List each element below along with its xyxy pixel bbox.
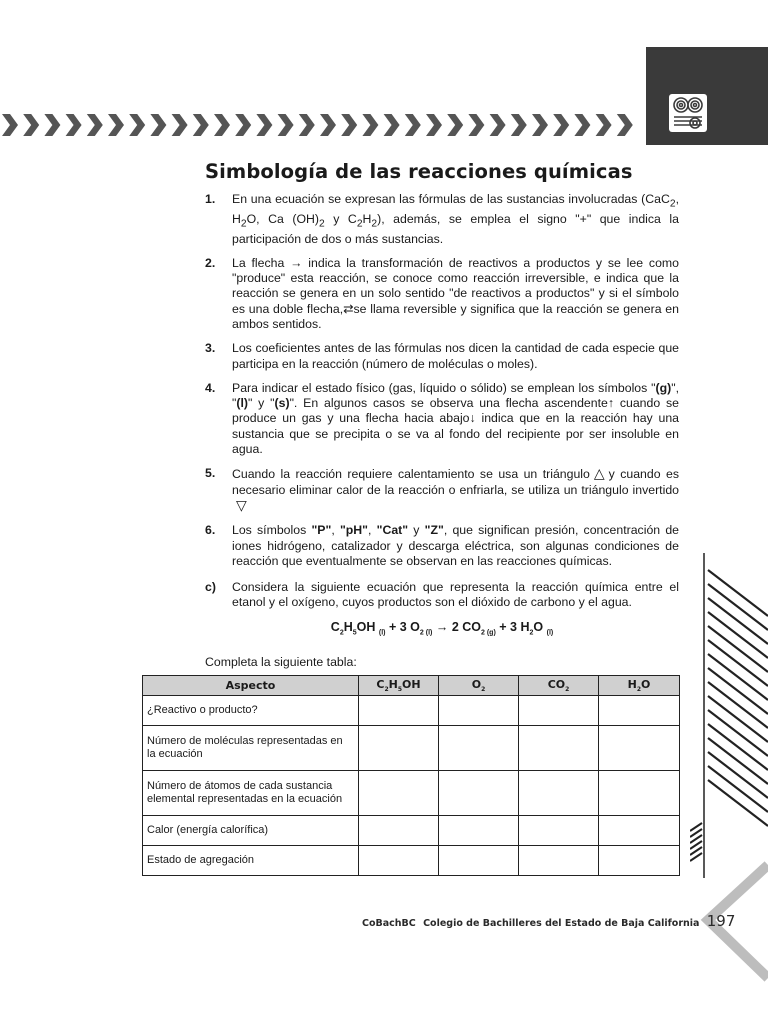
answer-cell[interactable]	[359, 816, 439, 846]
table-row	[143, 696, 680, 726]
stripe-line	[708, 626, 768, 672]
answer-cell[interactable]	[439, 771, 519, 816]
footer-brand: CoBachBC	[362, 918, 416, 929]
row-label: Número de moléculas representadas en la ecuación	[143, 726, 359, 771]
chevron-shape	[23, 114, 39, 136]
chevron-shape	[384, 114, 400, 136]
list-item	[205, 192, 679, 247]
chemical-equation: $C_2H_5OH$ $_{(l)}$ + 3 $O_2$ $_{(l)}$ → 2 $CO_{2 (g)} + 3$ $H_2O$ $_{(l)}$	[330, 620, 554, 637]
list-item	[205, 523, 679, 569]
header-c2h5oh: $C_2H_5OH$	[359, 676, 439, 696]
item-number: 3.	[205, 341, 216, 356]
item-text: Los símbolos "P", "pH", "Cat" y "Z", que significan presión, concentración de iones hidrógeno, catalizador y descarga eléctrica, son algunas condiciones de reacción que eventualmente se observan en las reacciones químicas.	[232, 523, 679, 568]
triangle-down-icon: ▽	[236, 496, 247, 513]
chevron-shape	[278, 114, 294, 136]
stripe-line	[708, 640, 768, 686]
answer-cell[interactable]	[519, 816, 599, 846]
item-text: Cuando la reacción requiere calentamiento se usa un triángulo △ y cuando es necesario eliminar calor de la reacción o enfriarla, se utiliza un triángulo invertido▽	[232, 465, 679, 513]
chevron-shape	[299, 114, 315, 136]
chevron-shape	[87, 114, 103, 136]
answer-cell[interactable]	[359, 696, 439, 726]
chevron-shape	[214, 114, 230, 136]
list-item	[205, 466, 679, 514]
item-number: 2.	[205, 255, 216, 270]
answer-cell[interactable]	[439, 696, 519, 726]
answer-cell[interactable]	[359, 771, 439, 816]
row-label: ¿Reactivo o producto?	[143, 696, 359, 726]
item-number: 5.	[205, 466, 216, 481]
page-footer	[362, 912, 735, 930]
chevron-shape	[235, 114, 251, 136]
answer-cell[interactable]	[359, 726, 439, 771]
chevron-shape	[193, 114, 209, 136]
stripe-line	[708, 752, 768, 798]
item-text: Para indicar el estado físico (gas, líquido o sólido) se emplean los símbolos "(g)", "(l)" y "(s)". En algunos casos se observa una flecha ascendente↑ cuando se produce un gas y una flecha hacia abajo↓ indica que en la reacción hay una sustancia que se precipita o se va al fondo del recipiente por ser insoluble en agua.	[232, 380, 679, 457]
row-label: Número de átomos de cada sustancia elemental representadas en la ecuación	[143, 771, 359, 816]
answer-cell[interactable]	[519, 771, 599, 816]
stripe-line	[708, 682, 768, 728]
stripe-line	[708, 584, 768, 630]
chevron-shape	[129, 114, 145, 136]
answer-cell[interactable]	[439, 816, 519, 846]
chevron-shape	[511, 114, 527, 136]
list-item	[205, 381, 679, 457]
stripe-line	[708, 710, 768, 756]
chevron-shape	[405, 114, 421, 136]
symbol-list	[205, 192, 679, 578]
stripe-line	[708, 598, 768, 644]
answer-cell[interactable]	[519, 846, 599, 876]
chevron-shape	[150, 114, 166, 136]
chevron-shape	[596, 114, 612, 136]
table-row	[143, 846, 680, 876]
stripe-line	[708, 696, 768, 742]
chevron-shape	[66, 114, 82, 136]
stripe-line	[708, 654, 768, 700]
chevron-shape	[362, 114, 378, 136]
answer-cell[interactable]	[519, 726, 599, 771]
row-label: Estado de agregación	[143, 846, 359, 876]
table-prompt: Completa la siguiente tabla:	[205, 655, 357, 669]
answer-cell[interactable]	[439, 846, 519, 876]
corner-logo-box	[646, 47, 768, 145]
stripe-line	[708, 668, 768, 714]
table-row	[143, 816, 680, 846]
stripe-line	[708, 780, 768, 826]
footer-institution: Colegio de Bachilleres del Estado de Baja California	[423, 918, 700, 929]
chevron-shape	[108, 114, 124, 136]
triangle-up-icon: △	[593, 465, 605, 482]
answer-cell[interactable]	[599, 771, 680, 816]
list-item	[205, 256, 679, 332]
exercise-c	[205, 580, 679, 611]
chevron-shape	[574, 114, 590, 136]
chevron-band	[0, 112, 640, 138]
chevron-shape	[2, 114, 18, 136]
stripe-line	[708, 612, 768, 658]
diagonal-stripes-decoration	[690, 548, 768, 888]
page-title: Simbología de las reacciones químicas	[205, 160, 633, 183]
answer-cell[interactable]	[599, 696, 680, 726]
item-text: Los coeficientes antes de las fórmulas nos dicen la cantidad de cada especie que participa en la reacción (número de moléculas o moles).	[232, 341, 679, 371]
answer-cell[interactable]	[599, 816, 680, 846]
chevron-shape	[44, 114, 60, 136]
header-aspecto: Aspecto	[143, 676, 359, 696]
chevron-shape	[553, 114, 569, 136]
item-text: La flecha → indica la transformación de reactivos a productos y se lee como "produce" esta reacción, se conoce como reacción irreversible, e indica que la reacción se genera en un solo sentido "de reactivos a productos" y si el símbolo es una doble flecha,⇄se llama reversible y significa que la reacción se genera en ambos sentidos.	[232, 255, 679, 331]
stripe-line	[708, 766, 768, 812]
item-number: 4.	[205, 380, 216, 395]
chevron-shape	[256, 114, 272, 136]
stripe-line	[708, 738, 768, 784]
chevron-shape	[320, 114, 336, 136]
chevron-shape	[532, 114, 548, 136]
completion-table	[142, 675, 680, 876]
chevron-shape	[426, 114, 442, 136]
chevron-shape	[617, 114, 633, 136]
answer-cell[interactable]	[599, 726, 680, 771]
answer-cell[interactable]	[519, 696, 599, 726]
answer-cell[interactable]	[439, 726, 519, 771]
chevron-shape	[468, 114, 484, 136]
chevron-shape	[341, 114, 357, 136]
list-item	[205, 341, 679, 372]
answer-cell[interactable]	[359, 846, 439, 876]
table-row	[143, 726, 680, 771]
chevron-shape	[447, 114, 463, 136]
item-number: 6.	[205, 523, 216, 538]
row-label: Calor (energía calorífica)	[143, 816, 359, 846]
header-co2: $CO_2$	[519, 676, 599, 696]
stripe-line	[708, 724, 768, 770]
table-header-row	[143, 676, 680, 696]
exercise-text: c) Considera la siguiente ecuación que representa la reacción química entre el etanol y el oxígeno, cuyos productos son el dióxido de carbono y el agua.	[205, 580, 679, 610]
chevron-shape	[490, 114, 506, 136]
page-number: 197	[706, 912, 736, 930]
chevron-shape	[172, 114, 188, 136]
answer-cell[interactable]	[599, 846, 680, 876]
header-o2: $O_2$	[439, 676, 519, 696]
item-number: 1.	[205, 192, 216, 206]
stripe-line	[708, 570, 768, 616]
header-h2o: $H_2O$	[599, 676, 680, 696]
cobach-logo-icon	[668, 93, 708, 133]
exercise-label: c)	[205, 580, 216, 594]
table-row	[143, 771, 680, 816]
item-text: En una ecuación se expresan las fórmulas de las sustancias involucradas (CaC$_2$, $H_2O$, Ca $(OH)_2$ y $C_2H_2$), además, se emplea el signo "+" que indica la participación de dos o más sustancias.	[232, 192, 679, 246]
